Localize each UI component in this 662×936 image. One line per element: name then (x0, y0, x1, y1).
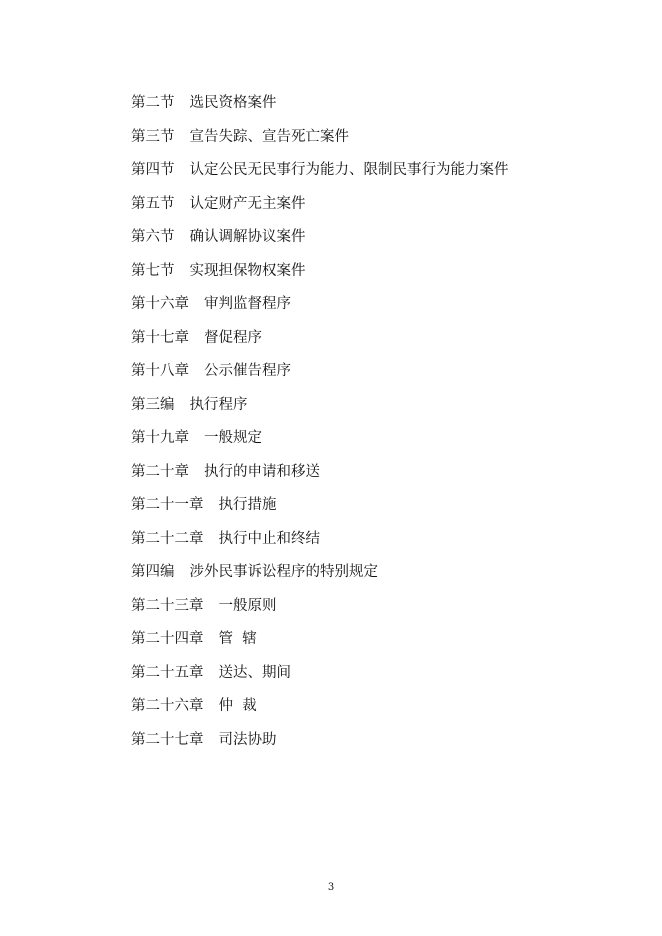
toc-entry-label: 第二十四章 (131, 631, 204, 647)
toc-entry (131, 290, 611, 324)
toc-entry-label: 第二十一章 (131, 497, 204, 513)
toc-entry-label: 第四编 (131, 564, 175, 580)
toc-entry-title: 执行措施 (218, 497, 277, 513)
toc-entry (131, 391, 611, 425)
toc-entry-label: 第二十七章 (131, 731, 204, 748)
toc-entry (131, 156, 611, 190)
toc-entry-title: 审判监督程序 (204, 296, 291, 312)
toc-entry (131, 726, 611, 760)
toc-entry (131, 190, 611, 224)
toc-entry-label: 第六节 (131, 229, 175, 245)
toc-entry-label: 第二十章 (131, 463, 189, 480)
toc-entry-title: 认定公民无民事行为能力、限制民事行为能力案件 (189, 162, 509, 178)
toc-entry-title: 实现担保物权案件 (189, 262, 306, 279)
toc-entry-label: 第十九章 (131, 430, 189, 446)
toc-entry-label: 第二十五章 (131, 664, 204, 681)
toc-entry (131, 659, 611, 693)
toc-entry-title: 一般规定 (204, 430, 262, 446)
toc-entry-title: 公示催告程序 (204, 363, 291, 379)
toc-entry-title: 执行程序 (189, 396, 248, 413)
toc-entry-label: 第二十二章 (131, 530, 204, 547)
toc-entry (131, 491, 611, 525)
toc-entry-title: 宣告失踪、宣告死亡案件 (189, 128, 349, 145)
toc-entry (131, 357, 611, 391)
toc-entry (131, 89, 611, 123)
toc-entry-label: 第二十六章 (131, 698, 204, 714)
toc-entry-label: 第十六章 (131, 296, 189, 312)
toc-entry-label: 第二十三章 (131, 597, 204, 614)
toc-entry-label: 第三节 (131, 128, 175, 145)
toc-entry-label: 第五节 (131, 195, 175, 212)
toc-entry (131, 324, 611, 358)
toc-entry-title: 仲 裁 (218, 698, 257, 714)
toc-entry-title: 督促程序 (204, 329, 262, 346)
toc-entry-label: 第十七章 (131, 329, 189, 346)
page-number: 3 (327, 882, 335, 893)
toc-entry (131, 692, 611, 726)
toc-entry-label: 第三编 (131, 396, 175, 413)
toc-entry (131, 592, 611, 626)
toc-entry (131, 123, 611, 157)
table-of-contents (131, 89, 611, 759)
toc-entry (131, 558, 611, 592)
toc-entry (131, 424, 611, 458)
toc-entry-label: 第四节 (131, 162, 175, 178)
toc-entry (131, 223, 611, 257)
toc-entry-title: 选民资格案件 (189, 95, 277, 111)
toc-entry-title: 确认调解协议案件 (189, 229, 306, 245)
toc-entry (131, 257, 611, 291)
toc-entry-label: 第二节 (131, 95, 175, 111)
toc-entry-title: 送达、期间 (218, 664, 291, 681)
toc-entry-label: 第七节 (131, 262, 175, 279)
toc-entry-title: 认定财产无主案件 (189, 195, 306, 212)
toc-entry-title: 执行的申请和移送 (204, 463, 320, 480)
toc-entry-title: 司法协助 (218, 731, 277, 748)
toc-entry-title: 执行中止和终结 (218, 530, 320, 547)
toc-entry (131, 525, 611, 559)
toc-entry (131, 458, 611, 492)
toc-entry-label: 第十八章 (131, 363, 189, 379)
toc-entry-title: 管 辖 (218, 631, 257, 647)
toc-entry-title: 涉外民事诉讼程序的特别规定 (189, 564, 378, 580)
toc-entry-title: 一般原则 (218, 597, 277, 614)
toc-entry (131, 625, 611, 659)
